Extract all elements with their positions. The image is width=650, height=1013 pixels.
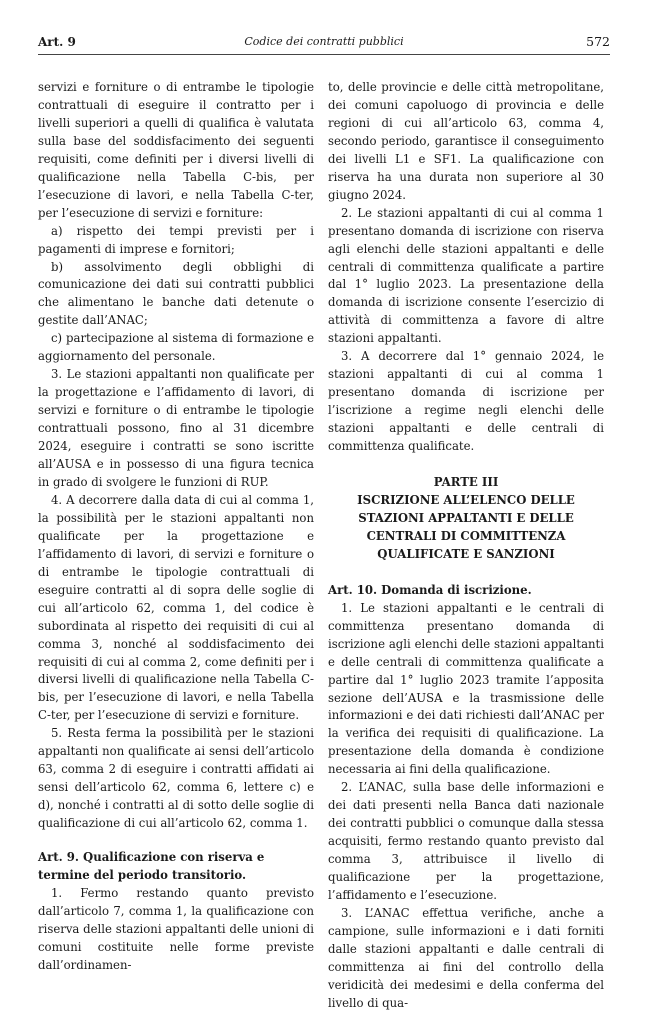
list-item-c: c) partecipazione al sistema di formazione e aggiornamento del personale. <box>38 331 314 364</box>
article-10-paragraph-1: 1. Le stazioni appaltanti e le centrali di committenza presentano domanda di iscrizione agli elenchi delle stazioni appaltanti e delle centrali di committenza qualificate a partire dal 1° luglio 2023 tramite l’apposita sezione dell’AUSA e la trasmissione delle informazioni e dei dati richiesti dall’ANAC per la verifica dei requisiti di qualificazione. La presentazione della domanda è condizione necessaria ai fini della qualificazione. <box>328 600 604 777</box>
article-9-heading: Art. 9. Qualificazione con riserva e termine del periodo transitorio. <box>38 850 265 882</box>
article-9-paragraph-1: 1. Fermo restando quanto previsto dall’articolo 7, comma 1, la qualificazione con riserva delle stazioni appaltanti delle unioni di comuni costituite nelle forme previste dall’ordinamen- <box>38 885 314 972</box>
header-title: Codice dei contratti pubblici <box>244 35 404 48</box>
header-article: Art. 9 <box>38 35 76 49</box>
list-item-b: b) assolvimento degli obblighi di comunicazione dei dati sui contratti pubblici che alimentano le banche dati detenute o gestite dall’ANAC; <box>38 259 314 328</box>
part-label: PARTE III <box>433 475 499 490</box>
article-10-paragraph-2: 2. L’ANAC, sulla base delle informazioni e dei dati presenti nella Banca dati nazionale dei contratti pubblici o comunque dalla stessa acquisiti, fermo restando quanto previsto dal comma 3, attribuisce il livello di qualificazione per la progettazione, l’affidamento e l’esecuzione. <box>328 780 604 902</box>
paragraph-2: 2. Le stazioni appaltanti di cui al comma 1 presentano domanda di iscrizione con riserva agli elenchi delle stazioni appaltanti e delle centrali di committenza qualificate a partire dal 1° luglio 2023. La presentazione della domanda di iscrizione consente l’esercizio di attività di committenza a favore di altre stazioni appaltanti. <box>328 205 604 346</box>
page-number: 572 <box>586 34 610 49</box>
paragraph-5: 5. Resta ferma la possibilità per le stazioni appaltanti non qualificate ai sensi dell’articolo 63, comma 2 di eseguire i contratti affidati ai sensi dell’articolo 62, comma 6, lettere c) e d), nonché i contratti al di sotto delle soglie di qualificazione di cui all’articolo 62, comma 1. <box>38 726 314 831</box>
left-column <box>38 79 314 975</box>
list-item-a: a) rispetto dei tempi previsti per i pagamenti di imprese e fornitori; <box>38 223 314 256</box>
paragraph-3: 3. Le stazioni appaltanti non qualificate per la progettazione e l’affidamento di lavori, di servizi e forniture o di entrambe le tipologie contrattuali possono, fino al 31 dicembre 2024, eseguire i contratti se sono iscritte all’AUSA e in possesso di una figura tecnica in grado di svolgere le funzioni di RUP. <box>38 367 314 489</box>
right-column <box>328 79 604 1013</box>
paragraph-continued: to, delle provincie e delle città metropolitane, dei comuni capoluogo di provincia e delle regioni di cui all’articolo 63, comma 4, secondo periodo, garantisce il conseguimento dei livelli L1 e SF1. La qualificazione con riserva ha una durata non superiore al 30 giugno 2024. <box>328 80 604 202</box>
article-10-paragraph-3: 3. L’ANAC effettua verifiche, anche a campione, sulle informazioni e i dati forniti dalle stazioni appaltanti e dalle centrali di committenza ai fini del controllo della veridicità dei medesimi e della conferma del livello di qua- <box>328 905 604 1010</box>
page-header <box>38 33 610 53</box>
article-10-heading: Art. 10. Domanda di iscrizione. <box>328 582 532 597</box>
paragraph-intro-continued: servizi e forniture o di entrambe le tipologie contrattuali di eseguire il contratto per i livelli superiori a quelli di qualifica è valutata sulla base del soddisfacimento dei seguenti requisiti, come definiti per i diversi livelli di qualificazione nella Tabella C-bis, per l’esecuzione di lavori, e nella Tabella C-ter, per l’esecuzione di servizi e forniture: <box>38 80 314 220</box>
paragraph-3: 3. A decorrere dal 1° gennaio 2024, le stazioni appaltanti di cui al comma 1 presentano domanda di iscrizione per l’iscrizione a regime negli elenchi delle stazioni appaltanti e delle centrali di committenza qualificate. <box>328 349 604 454</box>
part-title: ISCRIZIONE ALL’ELENCO DELLE STAZIONI APPALTANTI E DELLE CENTRALI DI COMMITTENZA QUALIFICATE E SANZIONI <box>357 492 575 561</box>
header-rule <box>38 54 610 55</box>
paragraph-4: 4. A decorrere dalla data di cui al comma 1, la possibilità per le stazioni appaltanti non qualificate per la progettazione e l’affidamento di lavori, di servizi e forniture o di entrambe le tipologie contrattuali di eseguire contratti al di sopra delle soglie di cui all’articolo 62, comma 1, del codice è subordinata al rispetto dei requisiti di cui al comma 3, nonché al soddisfacimento dei requisiti di cui al comma 2, come definiti per i diversi livelli di qualificazione nella Tabella C-bis, per l’esecuzione di lavori, e nella Tabella C-ter, per l’esecuzione di servizi e forniture. <box>38 492 314 723</box>
